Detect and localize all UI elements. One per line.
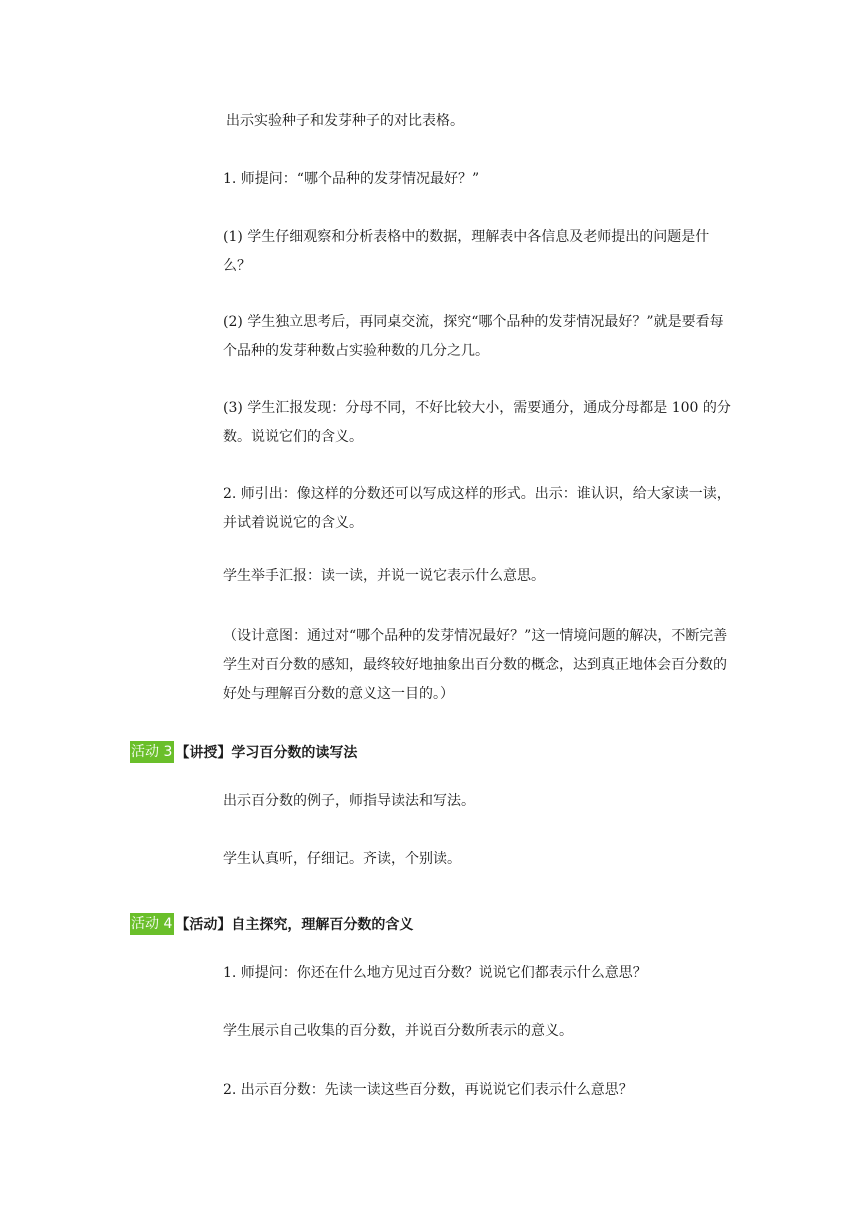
activity-3-tag: 活动 3	[130, 741, 174, 763]
paragraph-show-percentages: 2. 出示百分数：先读一读这些百分数，再说说它们表示什么意思？	[223, 1082, 633, 1098]
paragraph-student-show: 学生展示自己收集的百分数，并说百分数所表示的意义。	[223, 1023, 573, 1039]
paragraph-student-think: (2) 学生独立思考后，再同桌交流，探究“哪个品种的发芽情况最好？”就是要看每个品种的发芽种数占实验种数的几分之几。	[223, 314, 724, 359]
paragraph-student-listen: 学生认真听，仔细记。齐读，个别读。	[223, 851, 461, 867]
activity-3-heading	[130, 741, 357, 763]
activity-3-title: 【讲授】学习百分数的读写法	[175, 745, 358, 761]
paragraph-student-report: (3) 学生汇报发现：分母不同，不好比较大小，需要通分，通成分母都是 100 的分数。说说它们的含义。	[223, 400, 731, 445]
paragraph-student-observe: (1) 学生仔细观察和分析表格中的数据，理解表中各信息及老师提出的问题是什么？	[223, 229, 710, 274]
activity-4-title: 【活动】自主探究，理解百分数的含义	[175, 917, 414, 933]
paragraph-teacher-introduce: 2. 师引出：像这样的分数还可以写成这样的形式。出示：谁认识，给大家读一读，并试着说说它的含义。	[223, 486, 731, 531]
paragraph-show-table: 出示实验种子和发芽种子的对比表格。	[226, 113, 464, 129]
paragraph-student-raise-hand: 学生举手汇报：读一读，并说一说它表示什么意思。	[223, 568, 545, 584]
paragraph-teacher-question-1: 1. 师提问：“哪个品种的发芽情况最好？”	[223, 171, 480, 187]
paragraph-teacher-question-2: 1. 师提问：你还在什么地方见过百分数？说说它们都表示什么意思？	[223, 965, 647, 981]
activity-4-heading	[130, 913, 413, 935]
paragraph-show-examples: 出示百分数的例子，师指导读法和写法。	[223, 793, 475, 809]
activity-4-tag: 活动 4	[130, 913, 174, 935]
paragraph-design-intent: （设计意图：通过对“哪个品种的发芽情况最好？”这一情境问题的解决，不断完善学生对百分数的感知，最终较好地抽象出百分数的概念，达到真正地体会百分数的好处与理解百分数的意义这一目的。）	[223, 628, 728, 702]
